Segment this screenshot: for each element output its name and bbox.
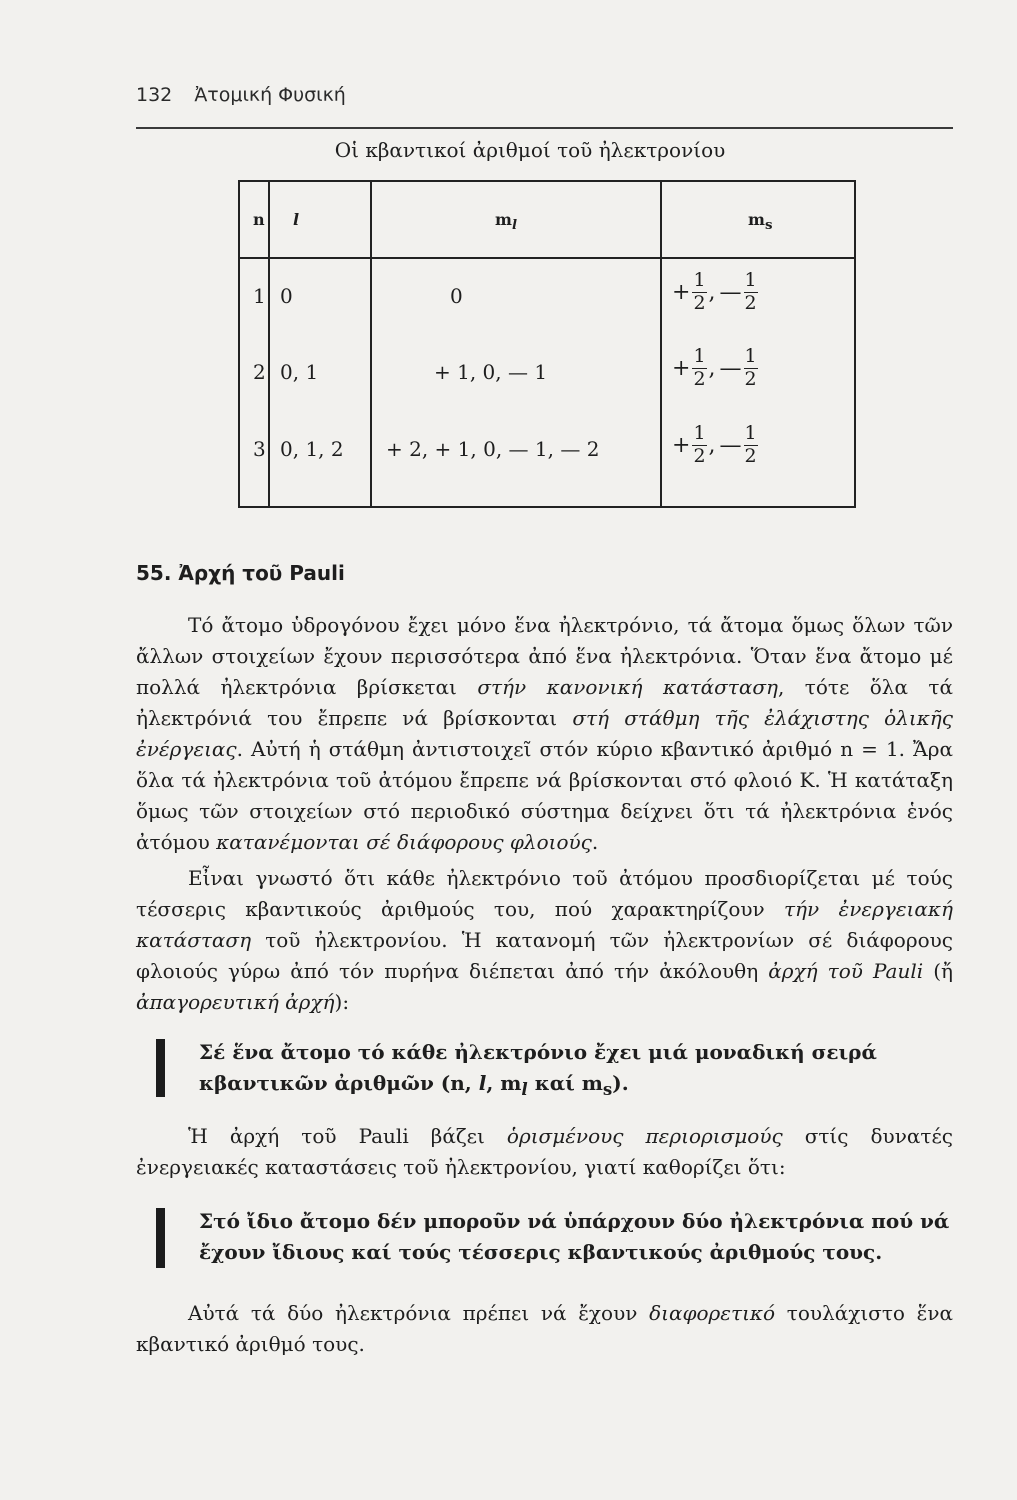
col-header-n: n	[253, 210, 265, 229]
section-heading	[136, 561, 345, 585]
table-divider	[268, 182, 270, 506]
row-3-ms: + $\frac{1}{2}$ , — $\frac{1}{2}$	[672, 422, 757, 467]
page-number: 132	[136, 84, 173, 106]
quantum-numbers-table	[238, 180, 856, 508]
row-1-ml: 0	[450, 284, 463, 308]
col-header-ms: $m_s$	[748, 210, 773, 234]
paragraph-4: Αὐτά τά δύο ἠλεκτρόνια πρέπει νά ἔχουν διαφορετικό τουλάχιστο ἕνα κβαντικό ἀριθμό τους.	[136, 1301, 954, 1356]
col-header-ml: $m_l$	[495, 210, 518, 234]
row-2-ml: + 1, 0, — 1	[434, 360, 548, 384]
paragraph-1: Τό ἄτομο ὑδρογόνου ἔχει μόνο ἕνα ἠλεκτρόνιο, τά ἄτομα ὅμως ὅλων τῶν ἄλλων στοιχείων ἔχουν περισσότερα ἀπό ἕνα ἠλεκτρόνια. Ὅταν ἕνα ἄτομο μέ πολλά ἠλεκτρόνια βρίσκεται στήν κανονική κατάσταση, τότε ὅλα τά ἠλεκτρόνιά του ἔπρεπε νά βρίσκονται στή στάθμη τῆς ἐλάχιστης ὁλικῆς ἐνέργειας. Αὐτή ἡ στάθμη ἀντιστοιχεῖ στόν κύριο κβαντικό ἀριθμό n = 1. Ἄρα ὅλα τά ἠλεκτρόνια τοῦ ἀτόμου ἔπρεπε νά βρίσκονται στό φλοιό K. Ἡ κατάταξη ὅμως τῶν στοιχείων στό περιοδικό σύστημα δείχνει ὅτι τά ἠλεκτρόνια ἑνός ἀτόμου κατανέμονται σέ διάφορους φλοιούς.	[136, 613, 953, 854]
row-3-n: 3	[253, 437, 266, 461]
table-header-rule	[240, 257, 854, 259]
header-rule	[136, 127, 953, 129]
row-2-ms: + $\frac{1}{2}$ , — $\frac{1}{2}$	[672, 345, 757, 390]
table-caption: Οἱ κβαντικοί ἀριθμοί τοῦ ἠλεκτρονίου	[334, 138, 726, 162]
emphasis-bar	[156, 1039, 165, 1097]
row-1-n: 1	[253, 284, 266, 308]
table-divider	[660, 182, 662, 506]
row-2-l: 0, 1	[280, 360, 319, 384]
table-divider	[370, 182, 372, 506]
section-number: 55.	[136, 561, 172, 585]
paragraph-2: Εἶναι γνωστό ὅτι κάθε ἠλεκτρόνιο τοῦ ἀτόμου προσδιορίζεται μέ τούς τέσσερις κβαντικούς ἀριθμούς του, πού χαρακτηρίζουν τήν ἐνεργειακή κατάσταση τοῦ ἠλεκτρονίου. Ἡ κατανομή τῶν ἠλεκτρονίων σέ διάφορους φλοιούς γύρω ἀπό τόν πυρήνα διέπεται ἀπό τήν ἀκόλουθη ἀρχή τοῦ Pauli (ἤ ἀπαγορευτική ἀρχή):	[136, 866, 954, 1014]
row-3-ml: + 2, + 1, 0, — 1, — 2	[386, 437, 600, 461]
pauli-exclusion-statement: Στό ἴδιο ἄτομο δέν μποροῦν νά ὑπάρχουν δύο ἠλεκτρόνια πού νά ἔχουν ἴδιους καί τούς τέσσερις κβαντικούς ἀριθμούς τους.	[156, 1206, 953, 1268]
paragraph-3: Ἡ ἀρχή τοῦ Pauli βάζει ὁρισμένους περιορισμούς στίς δυνατές ἐνεργειακές καταστάσεις τοῦ ἠλεκτρονίου, γιατί καθορίζει ὅτι:	[136, 1124, 953, 1179]
col-header-l: l	[293, 210, 300, 229]
row-1-ms: + $\frac{1}{2}$ , — $\frac{1}{2}$	[672, 269, 757, 314]
page-header	[136, 84, 346, 106]
row-3-l: 0, 1, 2	[280, 437, 344, 461]
row-1-l: 0	[280, 284, 293, 308]
section-title: Ἀρχή τοῦ Pauli	[178, 561, 345, 585]
emphasis-bar	[156, 1208, 165, 1268]
running-title: Ἀτομική Φυσική	[194, 84, 346, 106]
pauli-principle-statement: Σέ ἕνα ἄτομο τό κάθε ἠλεκτρόνιο ἔχει μιά μοναδική σειρά κβαντικῶν ἀριθμῶν (n, l, $m_l$ καί $m_s$).	[156, 1037, 953, 1105]
row-2-n: 2	[253, 360, 266, 384]
